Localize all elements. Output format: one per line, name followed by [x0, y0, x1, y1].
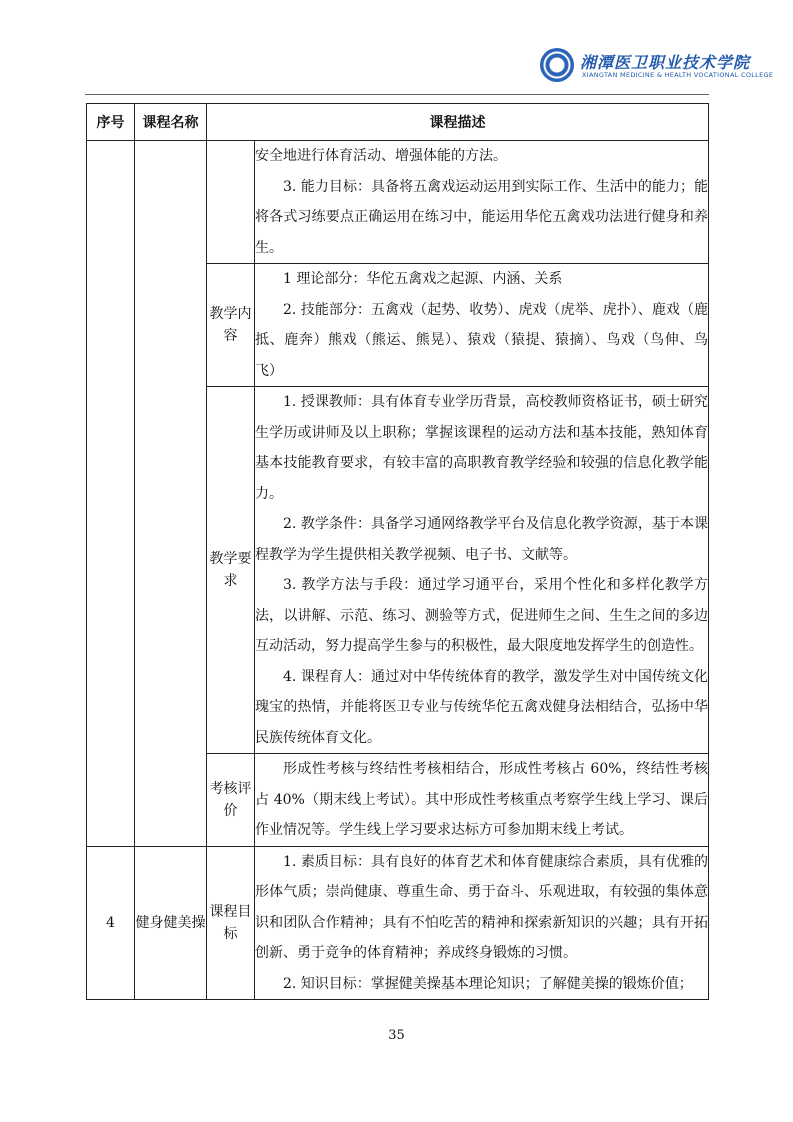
requirement-paragraph: 3. 教学方法与手段：通过学习通平台，采用个性化和多样化教学方法，以讲解、示范、练习、测验等方式，促进师生之间、生生之间的多边互动活动，努力提高学生参与的积极性，最大限度地发挥学生的创造性。	[255, 577, 708, 654]
school-name-cn: 湘潭医卫职业技术学院	[580, 53, 751, 72]
objective-paragraph: 2. 知识目标：掌握健美操基本理论知识；了解健美操的锻炼价值；	[283, 975, 693, 992]
col-header-no: 序号	[87, 104, 135, 141]
page-number: 35	[388, 1028, 405, 1043]
requirement-paragraph: 4. 课程育人：通过对中华传统体育的教学，激发学生对中国传统文化瑰宝的热情，并能将医卫专业与传统华佗五禽戏健身法相结合，弘扬中华民族传统体育文化。	[255, 668, 708, 746]
evaluation-paragraph: 形成性考核与终结性考核相结合，形成性考核占 60%，终结性考核占 40%（期末线上考试）。其中形成性考核重点考察学生线上学习、课后作业情况等。学生线上学习要求达标方可参加期末线上考试。	[255, 761, 708, 838]
requirement-cell	[255, 387, 709, 754]
objective-label: 课程目标	[207, 846, 255, 1000]
objective-paragraph: 3. 能力目标：具备将五禽戏运动运用到实际工作、生活中的能力；能将各式习练要点正确运用在练习中，能运用华佗五禽戏功法进行健身和养生。	[255, 178, 708, 256]
objective-cell	[255, 141, 709, 264]
content-label: 教学内容	[207, 264, 255, 387]
course-name-empty	[135, 141, 207, 847]
content-paragraph: 2. 技能部分：五禽戏（起势、收势）、虎戏（虎举、虎扑）、鹿戏（鹿抵、鹿奔）熊戏（熊运、熊晃）、猿戏（猿提、猿摘）、鸟戏（鸟伸、鸟飞）	[255, 301, 708, 379]
requirement-paragraph: 1. 授课教师：具有体育专业学历背景，高校教师资格证书，硕士研究生学历或讲师及以上职称；掌握该课程的运动方法和基本技能，熟知体育基本技能教育要求，有较丰富的高职教育教学经验和较强的信息化教学能力。	[255, 394, 708, 502]
evaluation-label: 考核评价	[207, 754, 255, 847]
evaluation-cell	[255, 754, 709, 847]
objective-paragraph: 1. 素质目标：具有良好的体育艺术和体育健康综合素质，具有优雅的形体气质；崇尚健康、尊重生命、勇于奋斗、乐观进取，有较强的集体意识和团队合作精神；具有不怕吃苦的精神和探索新知识的兴趣；具有开拓创新、勇于竞争的体育精神；养成终身锻炼的习惯。	[255, 853, 708, 961]
school-seal-icon	[540, 48, 574, 82]
school-name-en: XIANGTAN MEDICINE & HEALTH VOCATIONAL COLLEGE	[582, 71, 774, 79]
row-number-empty	[87, 141, 135, 847]
objective-label-empty	[207, 141, 255, 264]
table-header-row	[87, 104, 709, 141]
objective-paragraph: 安全地进行体育活动、增强体能的方法。	[255, 148, 507, 164]
table-row	[87, 141, 709, 264]
course-table	[86, 103, 709, 1000]
table-row	[87, 846, 709, 1000]
content-cell	[255, 264, 709, 387]
content-paragraph: 1 理论部分：华佗五禽戏之起源、内涵、关系	[283, 271, 563, 287]
col-header-desc: 课程描述	[207, 104, 709, 141]
col-header-name: 课程名称	[135, 104, 207, 141]
school-logo	[540, 48, 774, 84]
header-divider	[85, 94, 709, 95]
requirement-label: 教学要求	[207, 387, 255, 754]
objective-cell	[255, 846, 709, 1000]
course-name: 健身健美操	[135, 846, 207, 1000]
row-number: 4	[87, 846, 135, 1000]
requirement-paragraph: 2. 教学条件：具备学习通网络教学平台及信息化教学资源，基于本课程教学为学生提供相关教学视频、电子书、文献等。	[255, 516, 708, 563]
